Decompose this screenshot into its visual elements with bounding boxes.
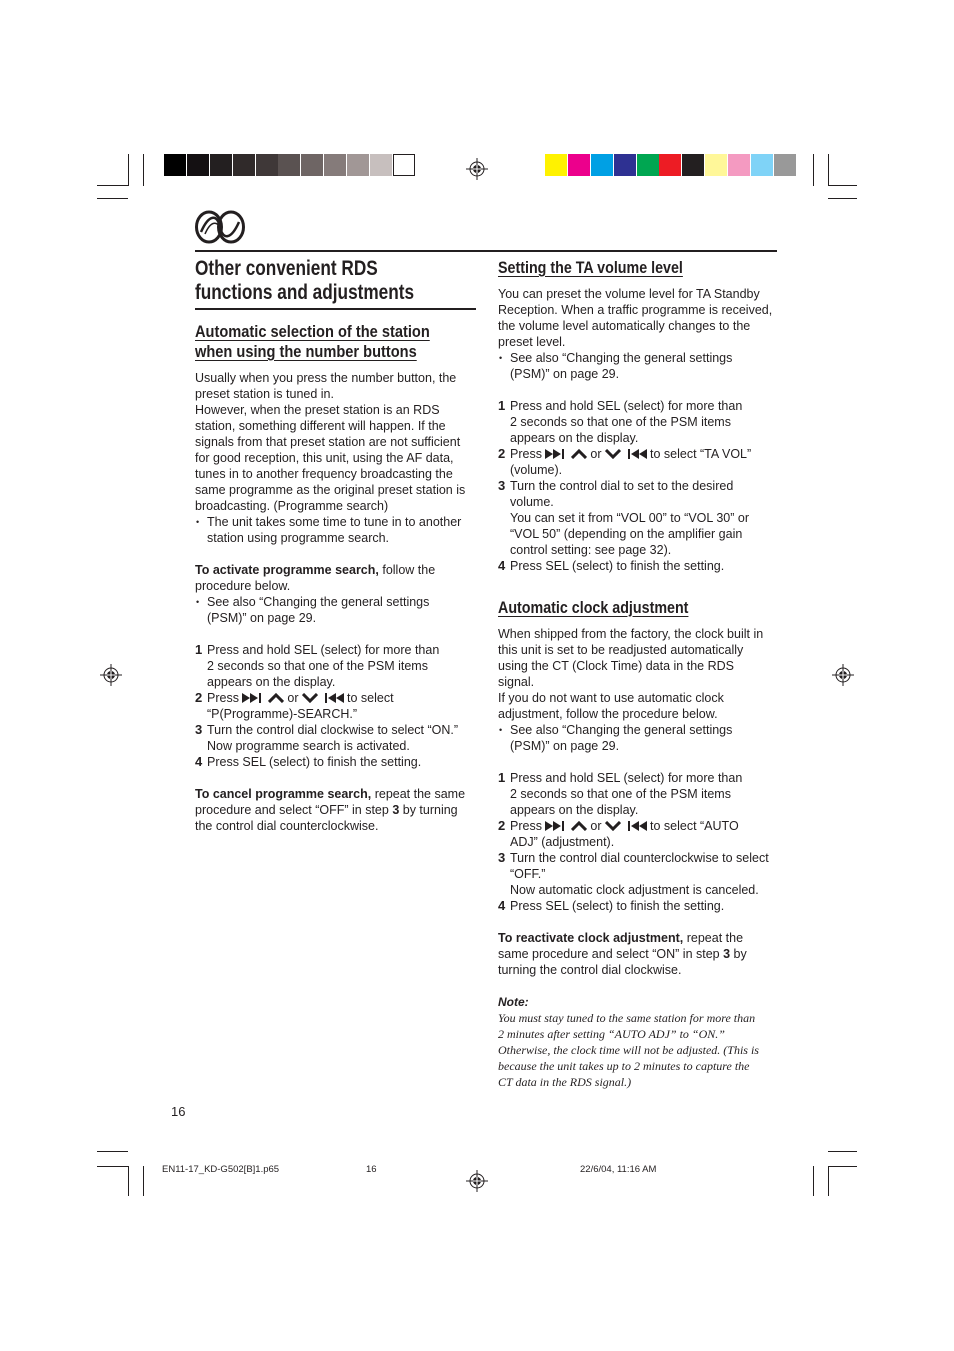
note-line: Otherwise, the clock time will not be adjusted. (This is [498, 1043, 759, 1057]
note-line: 2 minutes after setting “AUTO ADJ” to “ON.” [498, 1027, 725, 1041]
bullet-note: • See also “Changing the general settings (PSM)” on page 29. [498, 350, 780, 382]
footer-file: EN11-17_KD-G502[B]1.p65 [162, 1164, 280, 1175]
header-rule [195, 250, 777, 252]
down-arrow-icon [302, 693, 318, 703]
bullet-note: • The unit takes some time to tune in to another station using programme search. [195, 514, 477, 546]
color-swatch [659, 154, 681, 176]
left-column-body [195, 322, 477, 834]
crop-mark [143, 1166, 144, 1196]
step-2: 2 Press or to select “P(Programme)-SEARCH.” [195, 690, 394, 721]
crop-mark [813, 1166, 814, 1196]
registration-mark-icon [466, 1170, 488, 1192]
color-swatch [568, 154, 590, 176]
crop-mark [97, 1166, 128, 1167]
step-4: 4 Press SEL (select) to finish the setting. [195, 754, 422, 769]
skip-back-icon [322, 693, 344, 703]
color-swatch [728, 154, 750, 176]
skip-back-icon [625, 821, 647, 831]
crop-mark [828, 185, 857, 186]
clock-step-3: 3 Turn the control dial counterclockwise to select “OFF.” Now automatic clock adjustment is canceled. [498, 850, 769, 897]
skip-forward-icon [545, 449, 567, 459]
gray-swatch [301, 154, 323, 176]
up-arrow-icon [571, 821, 587, 831]
clock-step-2: 2 Press or to select “AUTO ADJ” (adjustment). [498, 818, 739, 849]
crop-mark [97, 185, 128, 186]
gray-swatch [233, 154, 255, 176]
skip-back-icon [625, 449, 647, 459]
text-line: signal. [498, 675, 535, 689]
clock-step-1: 1 Press and hold SEL (select) for more than 2 seconds so that one of the PSM items appears on the display. [498, 770, 743, 817]
text-line: If you do not want to use automatic clock [498, 691, 724, 705]
text-line: Usually when you press the number button, the [195, 371, 457, 385]
title-rule [195, 308, 476, 310]
clock-intro-paragraph [498, 626, 780, 722]
registration-mark-icon [832, 664, 854, 686]
ta-section-title: Setting the TA volume level [498, 258, 683, 277]
color-swatch [751, 154, 773, 176]
bullet-note: • See also “Changing the general settings (PSM)” on page 29. [498, 722, 780, 754]
text-line: Reception. When a traffic programme is received, [498, 303, 773, 317]
crop-mark [828, 1166, 829, 1196]
right-column [498, 258, 780, 1090]
registration-mark-icon [100, 664, 122, 686]
step-3: 3 Turn the control dial clockwise to select “ON.” Now programme search is activated. [195, 722, 459, 753]
crop-mark [97, 198, 128, 199]
ta-step-4: 4 Press SEL (select) to finish the setting. [498, 558, 725, 573]
text-line: broadcasting. (Programme search) [195, 499, 389, 513]
text-line: You can preset the volume level for TA Standby [498, 287, 760, 301]
text-line: station, something different will happen. If the [195, 419, 446, 433]
down-arrow-icon [605, 821, 621, 831]
color-bar [545, 154, 797, 176]
gray-swatch [347, 154, 369, 176]
cancel-paragraph: To cancel programme search, repeat the same procedure and select “OFF” in step 3 by turning the control dial counterclockwise. [195, 787, 466, 833]
color-swatch [637, 154, 659, 176]
intro-paragraph [195, 370, 477, 514]
note-line: You must stay tuned to the same station for more than [498, 1011, 756, 1025]
down-arrow-icon [605, 449, 621, 459]
crop-mark [143, 154, 144, 186]
page-title: Other convenient RDS functions and adjustments [195, 257, 415, 304]
text-line: When shipped from the factory, the clock built in [498, 627, 764, 641]
skip-forward-icon [545, 821, 567, 831]
text-line: adjustment, follow the procedure below. [498, 707, 718, 721]
text-line: for good reception, this unit, using the AF data, [195, 451, 454, 465]
note-text [498, 1010, 780, 1090]
ta-step-2: 2 Press or to select “TA VOL” (volume). [498, 446, 752, 477]
color-swatch [545, 154, 567, 176]
clock-step-4: 4 Press SEL (select) to finish the setting. [498, 898, 725, 913]
bullet-note: • See also “Changing the general settings (PSM)” on page 29. [195, 594, 477, 626]
gray-swatch [370, 154, 392, 176]
registration-mark-icon [466, 158, 488, 180]
grayscale-bar [164, 154, 416, 176]
text-line: preset station is tuned in. [195, 387, 334, 401]
color-swatch [591, 154, 613, 176]
text-line: same programme as the original preset station is [195, 483, 466, 497]
gray-swatch [164, 154, 186, 176]
skip-forward-icon [242, 693, 264, 703]
gray-swatch [278, 154, 300, 176]
clock-step-list [498, 770, 780, 914]
ta-intro-paragraph [498, 286, 780, 350]
text-line: using the CT (Clock Time) data in the RDS [498, 659, 734, 673]
gray-swatch [393, 154, 415, 176]
activate-paragraph: To activate programme search, follow the procedure below. [195, 563, 436, 593]
footer-page: 16 [366, 1164, 377, 1175]
crop-mark [97, 1151, 128, 1152]
text-line: tunes in to another frequency broadcasting the [195, 467, 453, 481]
gray-swatch [210, 154, 232, 176]
crop-mark [828, 154, 829, 186]
crop-mark [828, 1151, 857, 1152]
text-line: preset level. [498, 335, 566, 349]
left-column [195, 257, 475, 305]
up-arrow-icon [571, 449, 587, 459]
page-number: 16 [171, 1104, 186, 1119]
color-swatch [774, 154, 796, 176]
text-line: However, when the preset station is an RDS [195, 403, 440, 417]
color-swatch [705, 154, 727, 176]
text-line: this unit is set to be readjusted automatically [498, 643, 744, 657]
footer-date: 22/6/04, 11:16 AM [580, 1164, 657, 1175]
ta-step-1: 1 Press and hold SEL (select) for more than 2 seconds so that one of the PSM items appears on the display. [498, 398, 743, 445]
color-swatch [614, 154, 636, 176]
crop-mark [828, 1166, 857, 1167]
crop-mark [813, 154, 814, 186]
crop-mark [828, 198, 857, 199]
gray-swatch [256, 154, 278, 176]
ta-step-list [498, 398, 780, 574]
ta-step-3: 3 Turn the control dial to set to the desired volume. You can set it from “VOL 00” to “VOL 30” or “VOL 50” (depending on the amplifier gain control setting: see page 32). [498, 478, 749, 557]
section-title: Automatic selection of the station when using the number buttons [195, 322, 430, 361]
color-swatch [682, 154, 704, 176]
note-label: Note: [498, 995, 529, 1009]
note-line: because the unit takes up to 2 minutes to capture the [498, 1059, 750, 1073]
text-line: the volume level automatically changes to the [498, 319, 751, 333]
rds-logo-icon [195, 210, 245, 244]
gray-swatch [324, 154, 346, 176]
step-1: 1 Press and hold SEL (select) for more than 2 seconds so that one of the PSM items appears on the display. [195, 642, 440, 689]
crop-mark [128, 1166, 129, 1196]
step-list [195, 642, 477, 770]
clock-section-title: Automatic clock adjustment [498, 598, 689, 617]
gray-swatch [187, 154, 209, 176]
note-line: CT data in the RDS signal.) [498, 1075, 632, 1089]
reactivate-paragraph: To reactivate clock adjustment, repeat the same procedure and select “ON” in step 3 by turning the control dial clockwise. [498, 931, 747, 977]
crop-mark [128, 154, 129, 186]
up-arrow-icon [268, 693, 284, 703]
text-line: signals from that preset station are not sufficient [195, 435, 461, 449]
